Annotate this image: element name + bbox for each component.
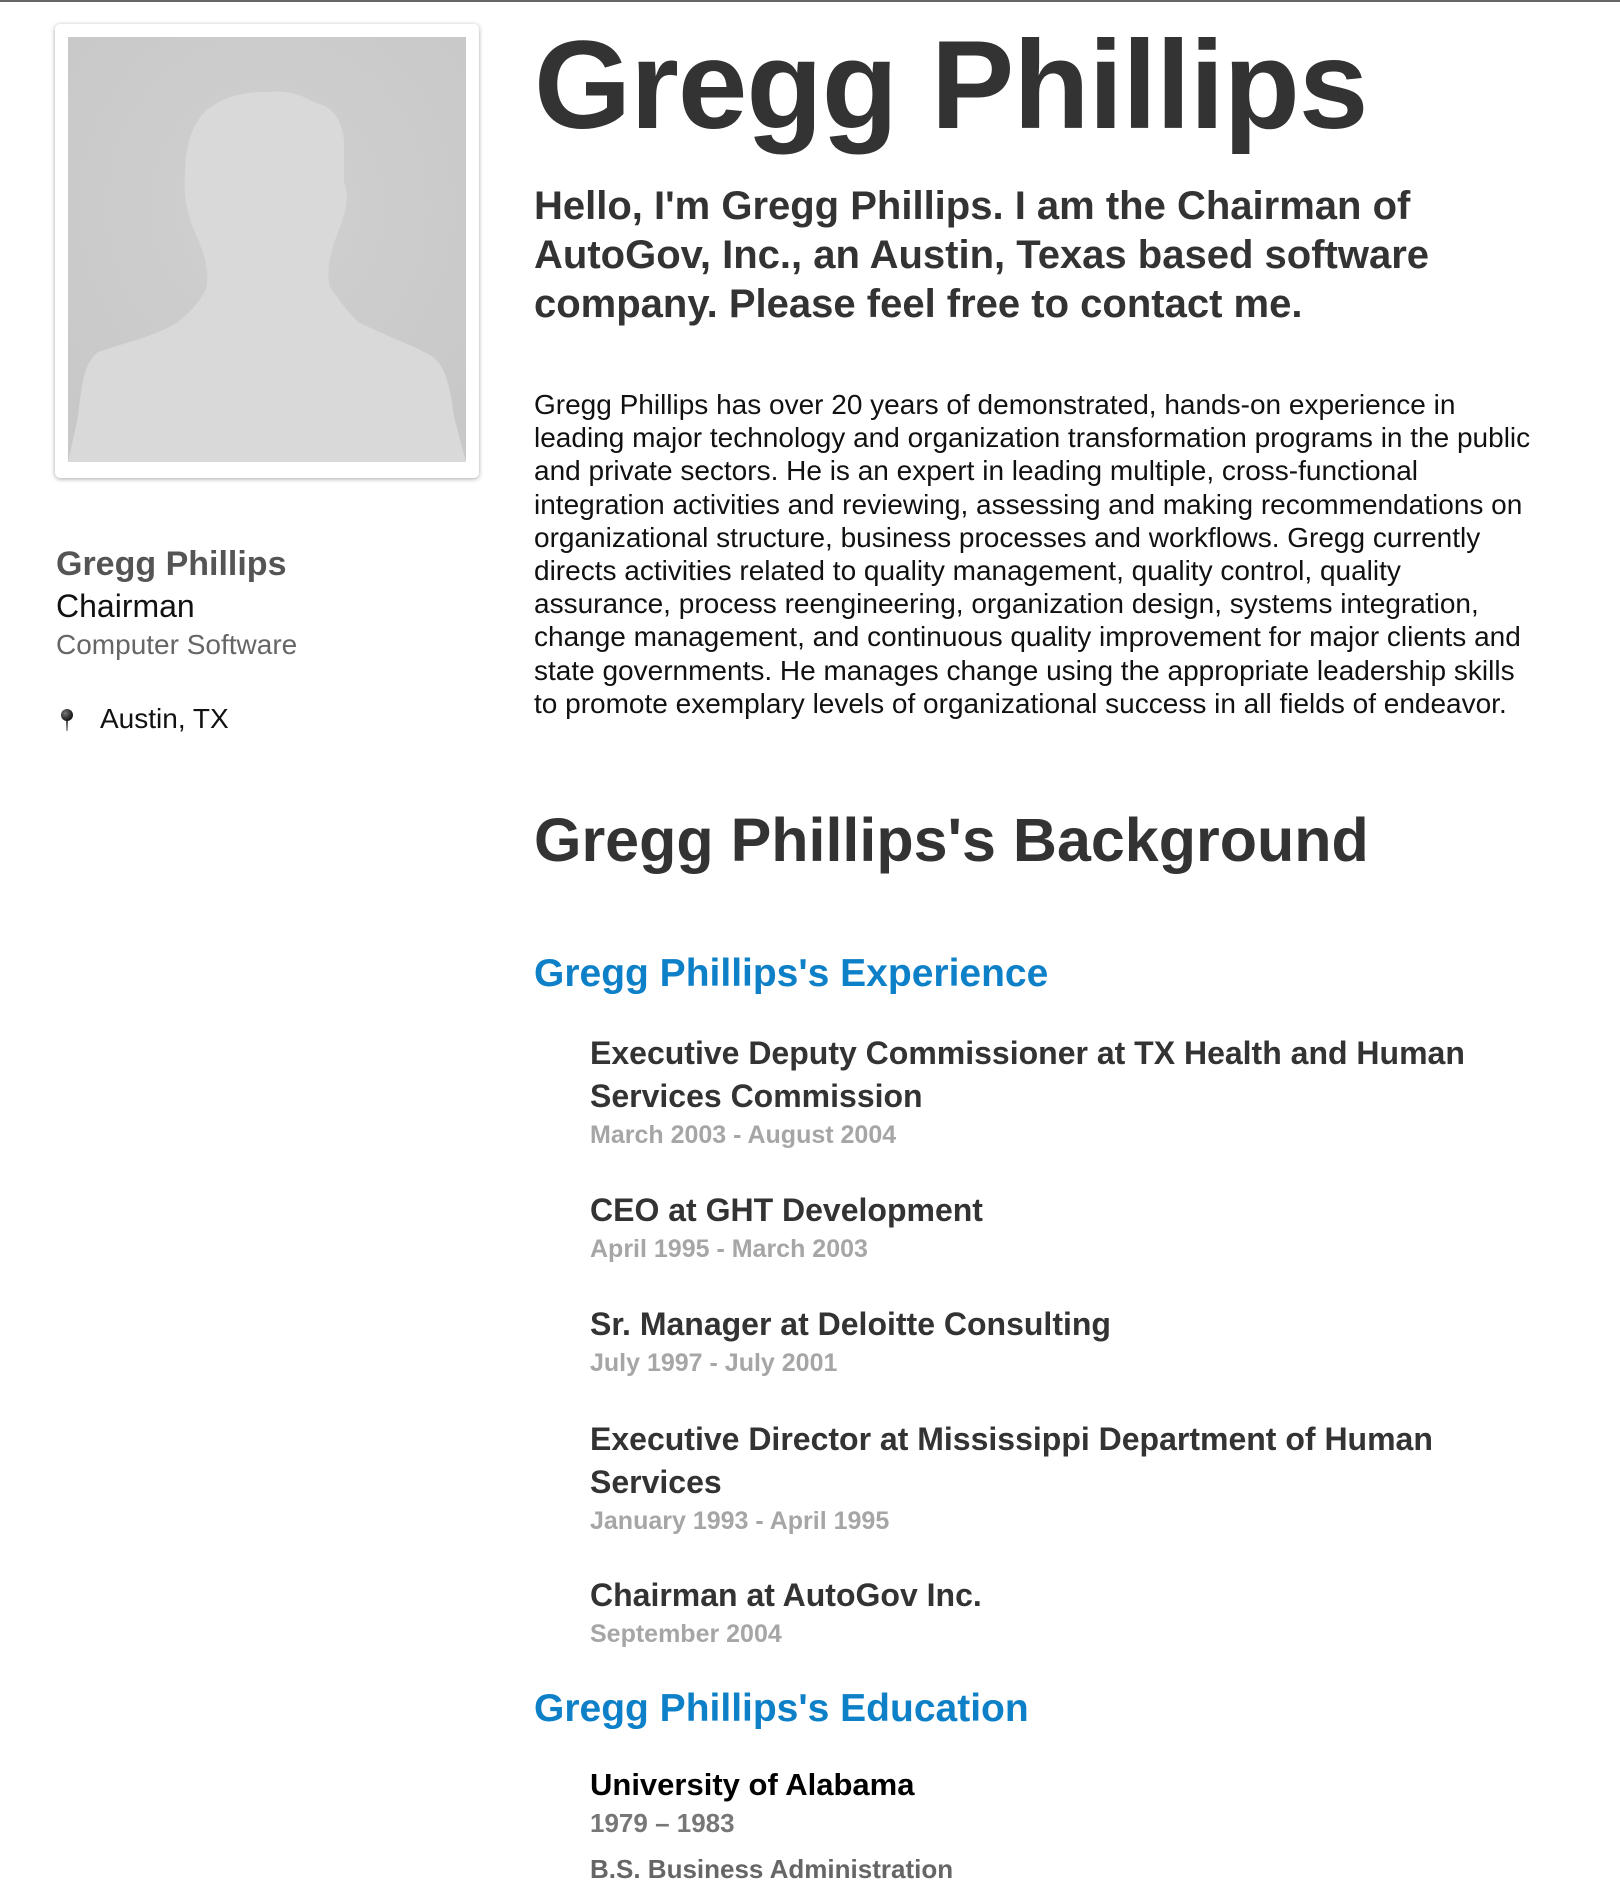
experience-dates: September 2004: [590, 1620, 782, 1648]
page-title: Gregg Phillips: [534, 16, 1368, 155]
education-years: 1979 – 1983: [590, 1808, 735, 1838]
experience-title: CEO at GHT Development: [590, 1192, 983, 1228]
experience-item: [590, 1032, 1550, 1154]
experience-item: [590, 1418, 1550, 1540]
education-school: University of Alabama: [590, 1767, 915, 1802]
education-degree: B.S. Business Administration: [590, 1854, 954, 1884]
experience-title: Sr. Manager at Deloitte Consulting: [590, 1306, 1111, 1342]
sidebar-job-title: Chairman: [56, 588, 195, 624]
education-item: [590, 1765, 1550, 1887]
experience-heading: Gregg Phillips's Experience: [534, 952, 1049, 995]
education-heading: Gregg Phillips's Education: [534, 1687, 1029, 1730]
profile-sidebar: [55, 24, 479, 734]
experience-title: Executive Director at Mississippi Department of Human Services: [590, 1421, 1433, 1500]
experience-title: Executive Deputy Commissioner at TX Health and Human Services Commission: [590, 1035, 1465, 1114]
experience-dates: April 1995 - March 2003: [590, 1235, 868, 1263]
map-pin-icon: [59, 705, 75, 733]
background-heading: Gregg Phillips's Background: [534, 806, 1369, 874]
sidebar-name: Gregg Phillips: [56, 545, 287, 583]
experience-dates: January 1993 - April 1995: [590, 1507, 890, 1535]
intro-statement: Hello, I'm Gregg Phillips. I am the Chairman of AutoGov, Inc., an Austin, Texas based software company. Please feel free to contact me.: [534, 184, 1429, 326]
experience-item: [590, 1303, 1550, 1382]
experience-dates: March 2003 - August 2004: [590, 1121, 897, 1149]
sidebar-industry: Computer Software: [56, 629, 298, 660]
experience-title: Chairman at AutoGov Inc.: [590, 1577, 982, 1613]
location-text: Austin, TX: [100, 703, 229, 734]
experience-item: [590, 1189, 1550, 1268]
bio-paragraph: Gregg Phillips has over 20 years of demonstrated, hands-on experience in leading major technology and organization transformation programs in the public and private sectors. He is an expert in leading multiple, cross-functional integration activities and reviewing, assessing and making recommendations on organizational structure, business processes and workflows. Gregg currently directs activities related to quality management, quality control, quality assurance, process reengineering, organization design, systems integration, change management, and continuous quality improvement for major clients and state governments. He manages change using the appropriate leadership skills to promote exemplary levels of organizational success in all fields of endeavor.: [534, 389, 1531, 719]
experience-dates: July 1997 - July 2001: [590, 1349, 838, 1377]
experience-item: [590, 1574, 1550, 1653]
sidebar-location: [59, 701, 229, 737]
person-silhouette-icon: [68, 37, 466, 462]
profile-photo-card: [55, 24, 479, 478]
profile-photo: [68, 37, 466, 462]
